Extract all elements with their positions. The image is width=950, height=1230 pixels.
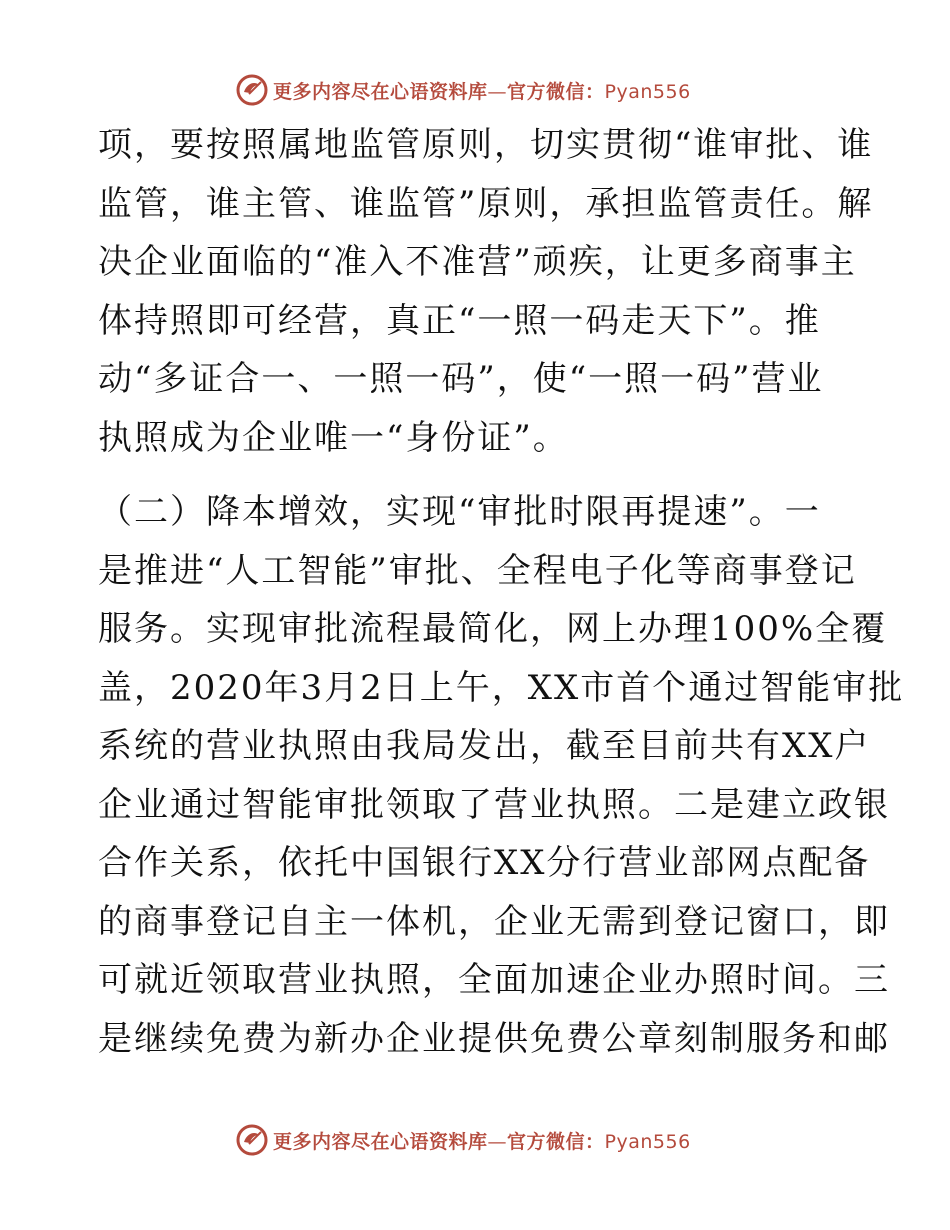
text-line: 体持照即可经营，真正“一照一码走天下”。推 <box>98 300 821 341</box>
text-line: 系统的营业执照由我局发出，截至目前共有XX户 <box>98 726 871 766</box>
text-line: 动“多证合一、一照一码”，使“一照一码”营业 <box>98 359 824 399</box>
text-line: 是推进“人工智能”审批、全程电子化等商事登记 <box>98 550 857 591</box>
paragraph <box>98 116 874 467</box>
paragraph-gap <box>98 467 858 483</box>
text-line: 企业通过智能审批领取了营业执照。二是建立政银 <box>98 784 890 825</box>
document-body <box>98 116 905 1068</box>
text-line: 项，要按照属地监管原则，切实贯彻“谁审批、谁 <box>98 125 874 165</box>
header-banner <box>235 72 691 108</box>
text-line: 可就近领取营业执照，全面加速企业办照时间。三 <box>98 960 890 1000</box>
text-line: 的商事登记自主一体机，企业无需到登记窗口，即 <box>98 901 890 942</box>
footer-banner <box>235 1122 691 1158</box>
text-line: （二）降本增效，实现“审批时限再提速”。一 <box>98 492 821 532</box>
logo-icon <box>235 1123 269 1157</box>
header-banner-text: 更多内容尽在心语资料库—官方微信：Pyan556 <box>273 80 691 103</box>
logo-icon <box>235 73 269 107</box>
text-line: 执照成为企业唯一“身份证”。 <box>98 417 569 458</box>
text-line: 是继续免费为新办企业提供免费公章刻制服务和邮 <box>98 1018 890 1059</box>
text-line: 决企业面临的“准入不准营”顽疾，让更多商事主 <box>98 242 857 282</box>
text-line: 监管，谁主管、谁监管”原则，承担监管责任。解 <box>98 183 874 224</box>
footer-banner-text: 更多内容尽在心语资料库—官方微信：Pyan556 <box>273 1130 691 1153</box>
text-line: 合作关系，依托中国银行XX分行营业部网点配备 <box>98 843 871 883</box>
text-line: 服务。实现审批流程最简化，网上办理100%全覆 <box>98 609 888 649</box>
paragraph <box>98 483 905 1068</box>
text-line: 盖，2020年3月2日上午，XX市首个通过智能审批 <box>98 667 905 708</box>
